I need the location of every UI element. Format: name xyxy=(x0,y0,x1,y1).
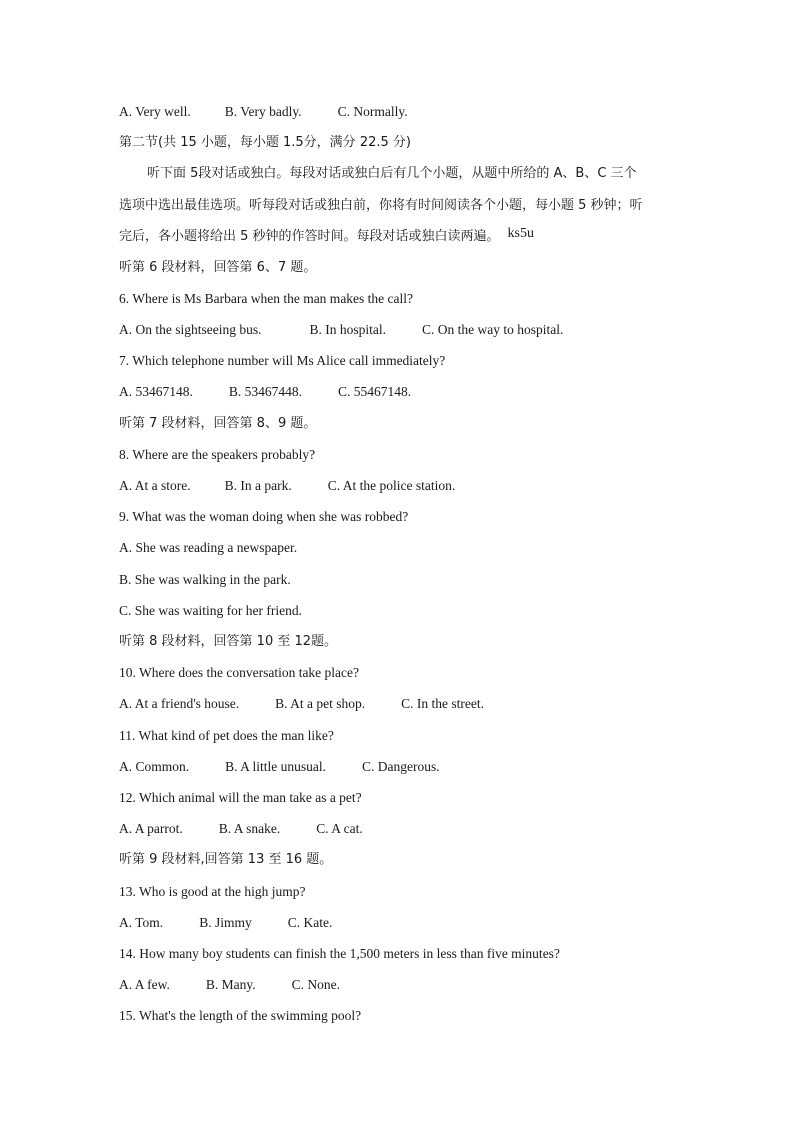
instructions-line-1: 听下面 5段对话或独白。每段对话或独白后有几个小题，从题中所给的 A、B、C 三个 xyxy=(147,166,637,181)
question-12-options xyxy=(119,819,363,839)
question-10: 10. Where does the conversation take place? xyxy=(119,665,360,680)
option-a: A. Very well. xyxy=(119,104,191,119)
option-c: C. Dangerous. xyxy=(362,759,440,774)
option-a: A. A parrot. xyxy=(119,821,183,836)
option-a: A. Common. xyxy=(119,759,190,774)
option-c: C. On the way to hospital. xyxy=(422,322,564,337)
section-heading: 第二节(共 15 小题，每小题 1.5分，满分 22.5 分) xyxy=(119,135,411,150)
option-c: C. Normally. xyxy=(337,104,408,119)
question-9-option-b: B. She was walking in the park. xyxy=(119,572,291,587)
option-a: A. At a friend's house. xyxy=(119,696,240,711)
option-c: C. None. xyxy=(291,977,340,992)
option-c: C. 55467148. xyxy=(338,384,412,399)
option-a: A. On the sightseeing bus. xyxy=(119,322,262,337)
question-12: 12. Which animal will the man take as a pet? xyxy=(119,790,362,805)
question-15: 15. What's the length of the swimming pool? xyxy=(119,1008,362,1023)
question-14-options xyxy=(119,975,340,995)
question-9-option-a: A. She was reading a newspaper. xyxy=(119,540,298,555)
question-11-options xyxy=(119,757,440,777)
option-a: A. 53467148. xyxy=(119,384,193,399)
watermark-text: ks5u xyxy=(507,226,534,241)
material-6-heading: 听第 6 段材料，回答第 6、7 题。 xyxy=(119,260,317,275)
option-b: B. Jimmy xyxy=(199,915,252,930)
option-b: B. In a park. xyxy=(224,478,292,493)
option-c: C. At the police station. xyxy=(327,478,456,493)
option-b: B. Many. xyxy=(205,977,256,992)
question-13: 13. Who is good at the high jump? xyxy=(119,884,306,899)
question-10-options xyxy=(119,694,484,714)
question-8-options xyxy=(119,476,455,496)
option-c: C. In the street. xyxy=(401,696,485,711)
option-a: A. A few. xyxy=(119,977,170,992)
option-a: A. At a store. xyxy=(119,478,191,493)
option-c: C. A cat. xyxy=(316,821,363,836)
question-8: 8. Where are the speakers probably? xyxy=(119,447,316,462)
question-6: 6. Where is Ms Barbara when the man makes the call? xyxy=(119,291,414,306)
question-9: 9. What was the woman doing when she was robbed? xyxy=(119,509,409,524)
question-7: 7. Which telephone number will Ms Alice call immediately? xyxy=(119,353,446,368)
question-6-options xyxy=(119,320,563,340)
question-9-option-c: C. She was waiting for her friend. xyxy=(119,603,302,618)
option-b: B. At a pet shop. xyxy=(275,696,366,711)
option-b: B. 53467448. xyxy=(228,384,303,399)
instructions-line-3-text: 完后，各小题将给出 5 秒钟的作答时间。每段对话或独白读两遍。 xyxy=(119,229,500,244)
option-c: C. Kate. xyxy=(287,915,333,930)
question-11: 11. What kind of pet does the man like? xyxy=(119,728,334,743)
option-b: B. A snake. xyxy=(218,821,281,836)
option-a: A. Tom. xyxy=(119,915,164,930)
material-7-heading: 听第 7 段材料，回答第 8、9 题。 xyxy=(119,416,317,431)
material-9-heading: 听第 9 段材料,回答第 13 至 16 题。 xyxy=(119,852,333,867)
material-8-heading: 听第 8 段材料，回答第 10 至 12题。 xyxy=(119,634,338,649)
instructions-line-2: 选项中选出最佳选项。听每段对话或独白前，你将有时间阅读各个小题，每小题 5 秒钟；听 xyxy=(119,198,643,213)
option-b: B. A little unusual. xyxy=(225,759,327,774)
q5-options xyxy=(119,102,408,122)
option-b: B. In hospital. xyxy=(309,322,386,337)
question-13-options xyxy=(119,913,332,933)
question-14: 14. How many boy students can finish the 1,500 meters in less than five minutes? xyxy=(119,946,560,961)
option-b: B. Very badly. xyxy=(224,104,302,119)
instructions-line-3 xyxy=(119,227,534,247)
question-7-options xyxy=(119,382,411,402)
